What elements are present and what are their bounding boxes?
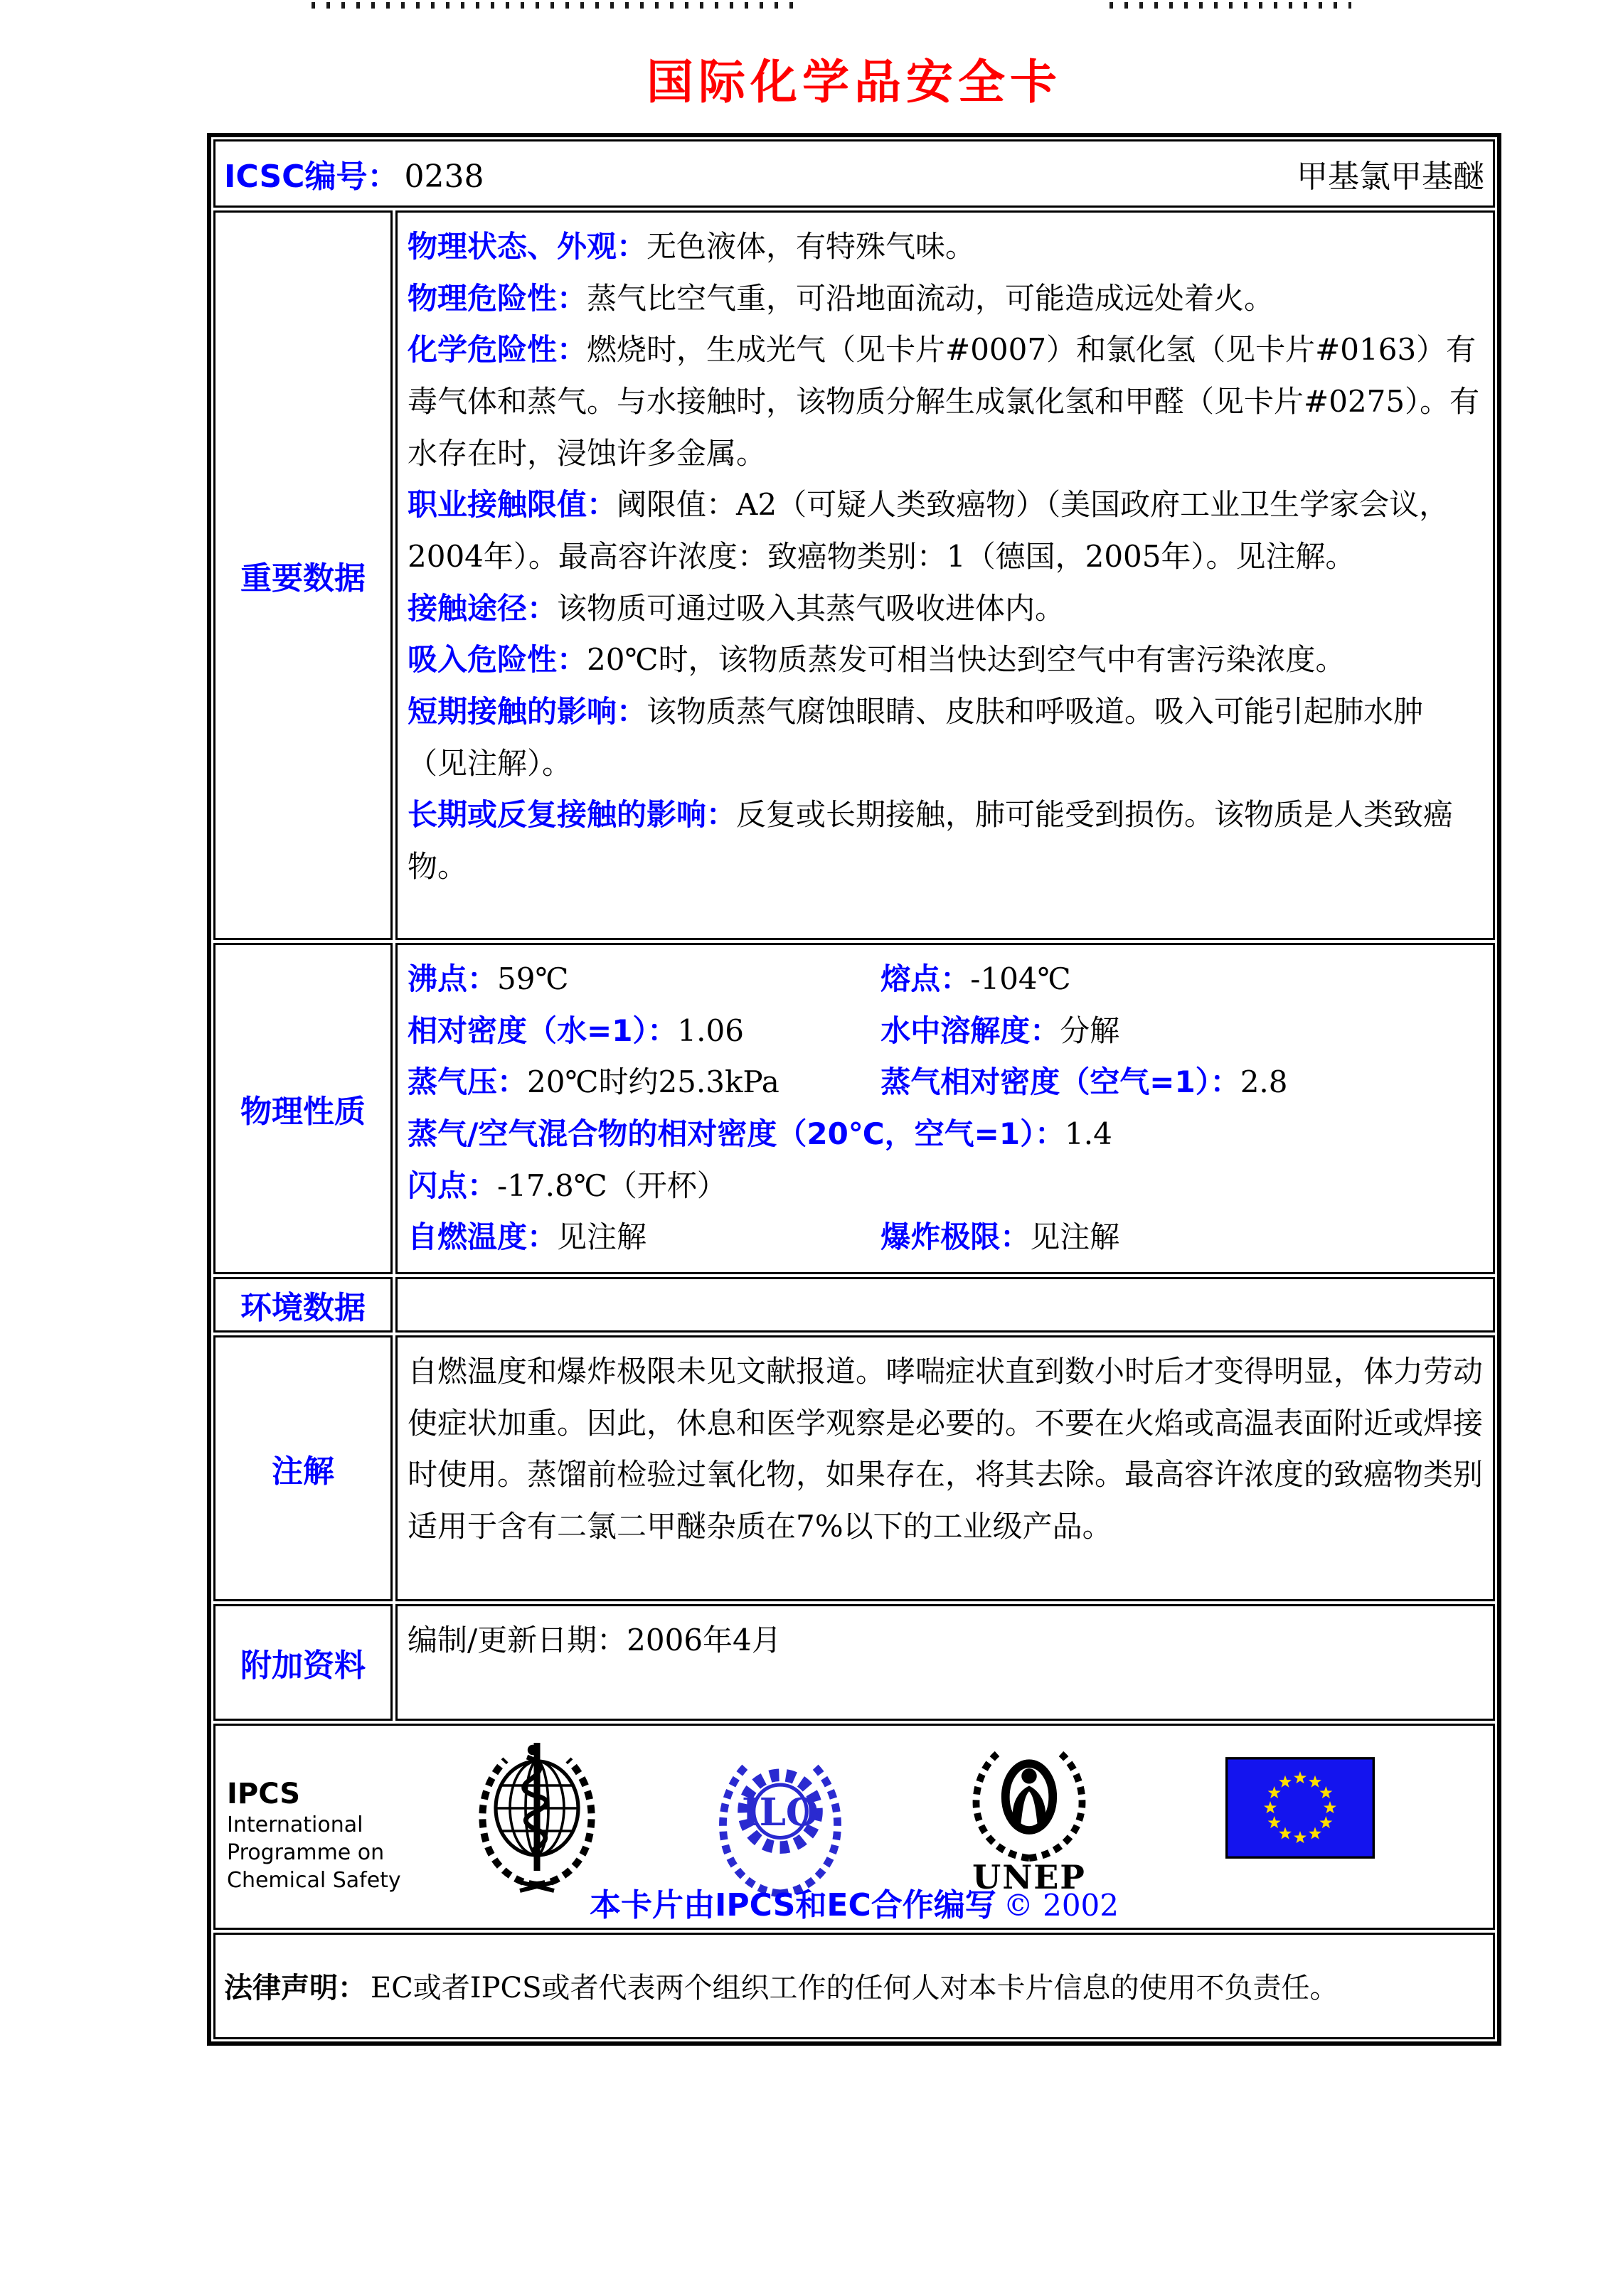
- field-label: 相对密度（水=1）：: [408, 1013, 678, 1048]
- property-left: [408, 1109, 1483, 1160]
- field-value: 见注解: [557, 1219, 647, 1255]
- section-label-additional-info: 附加资料: [213, 1604, 393, 1721]
- field-value: -17.8℃（开杯）: [497, 1168, 727, 1203]
- copyright-text: © 2002: [1003, 1887, 1119, 1923]
- section-content-important-data: [395, 210, 1495, 940]
- safety-card-table: [207, 133, 1501, 2046]
- unep-logo-icon: [959, 1739, 1099, 1864]
- section-content-additional-info: 编制/更新日期：2006年4月: [395, 1604, 1495, 1721]
- section-label-physical-properties: 物理性质: [213, 943, 393, 1274]
- ipcs-line: Programme on: [227, 1840, 385, 1865]
- field-label: 熔点：: [880, 961, 971, 996]
- physical-property-row: [408, 1005, 1483, 1057]
- physical-property-row: [408, 1212, 1483, 1264]
- legal-label: 法律声明：: [224, 1972, 366, 2005]
- field-label: 化学危险性：: [408, 332, 587, 368]
- field-value: 2.8: [1240, 1064, 1288, 1100]
- unep-logo-block: [959, 1739, 1099, 1894]
- field-value: 20℃时约25.3kPa: [527, 1064, 779, 1100]
- field-label: 物理状态、外观：: [408, 229, 647, 264]
- field-label: 自燃温度：: [408, 1219, 558, 1255]
- field-label: 短期接触的影响：: [408, 693, 647, 729]
- field-value: 该物质可通过吸入其蒸气吸收进体内。: [557, 590, 1065, 626]
- ipcs-text-block: [227, 1777, 401, 1894]
- caption-text: 本卡片由IPCS和EC合作编写: [589, 1886, 996, 1923]
- field-value: -104℃: [970, 961, 1071, 996]
- field-value: 59℃: [497, 961, 569, 996]
- field-label: 爆炸极限：: [880, 1219, 1031, 1255]
- page-title: 国际化学品安全卡: [646, 54, 1062, 110]
- field-value: 阈限值：A2（可疑人类致癌物）（美国政府工业卫生学家会议，2004年）。最高容许浓度：致癌物类别：1（德国，2005年）。见注解。: [408, 487, 1449, 574]
- section-label-important-data: 重要数据: [213, 210, 393, 940]
- icsc-number-value: 0238: [404, 159, 484, 195]
- field-label: 闪点：: [408, 1168, 498, 1203]
- field-label: 长期或反复接触的影响：: [408, 797, 737, 833]
- icsc-number-group: [224, 151, 484, 196]
- clipped-text-fragments: [312, 2, 802, 9]
- field-value: 20℃时，该物质蒸发可相当快达到空气中有害污染浓度。: [587, 642, 1346, 678]
- section-content-environmental-data: [395, 1277, 1495, 1333]
- ipcs-line: Chemical Safety: [227, 1867, 401, 1893]
- property-left: [408, 1212, 880, 1264]
- property-right: [880, 1005, 1483, 1057]
- field-value: 1.06: [677, 1013, 744, 1048]
- field-label: 蒸气相对密度（空气=1）：: [880, 1064, 1240, 1100]
- field-label: 水中溶解度：: [880, 1013, 1060, 1048]
- important-data-item: [408, 229, 1479, 884]
- field-label: 蒸气/空气混合物的相对密度（20℃，空气=1）：: [408, 1116, 1065, 1151]
- field-value: 该物质蒸气腐蚀眼睛、皮肤和呼吸道。吸入可能引起肺水肿（见注解）。: [408, 693, 1424, 781]
- physical-property-row: [408, 1109, 1483, 1160]
- field-label: 沸点：: [408, 961, 498, 996]
- field-label: 接触途径：: [408, 590, 558, 626]
- section-content-notes: 自燃温度和爆炸极限未见文献报道。哮喘症状直到数小时后才变得明显，体力劳动使症状加重。因此，休息和医学观察是必要的。不要在火焰或高温表面附近或焊接时使用。蒸馏前检验过氧化物，如果存在，将其去除。最高容许浓度的致癌物类别适用于含有二氯二甲醚杂质在7%以下的工业级产品。: [395, 1335, 1495, 1601]
- ilo-logo-icon: [711, 1744, 850, 1898]
- legal-text: EC或者IPCS或者代表两个组织工作的任何人对本卡片信息的使用不负责任。: [371, 1972, 1339, 2005]
- field-label: 职业接触限值：: [408, 487, 617, 523]
- clipped-text-fragments: [1110, 2, 1351, 9]
- section-label-notes: 注解: [213, 1335, 393, 1601]
- legal-statement-row: [213, 1933, 1495, 2039]
- property-right: [880, 954, 1483, 1005]
- section-content-physical-properties: [395, 943, 1495, 1274]
- unep-wordmark: UNEP: [972, 1857, 1086, 1896]
- field-label: 蒸气压：: [408, 1064, 528, 1100]
- field-value: 燃烧时，生成光气（见卡片#0007）和氯化氢（见卡片#0163）有毒气体和蒸气。与水接触时，该物质分解生成氯化氢和甲醛（见卡片#0275）。有水存在时，浸蚀许多金属。: [408, 332, 1480, 471]
- field-value: 见注解: [1030, 1219, 1120, 1255]
- field-value: 反复或长期接触，肺可能受到损伤。该物质是人类致癌物。: [408, 797, 1454, 884]
- physical-property-row: [408, 1160, 1483, 1212]
- field-label: 物理危险性：: [408, 280, 587, 316]
- field-value: 蒸气比空气重，可沿地面流动，可能造成远处着火。: [587, 280, 1275, 316]
- field-value: 无色液体，有特殊气味。: [646, 229, 976, 264]
- footer-logos-row: [213, 1724, 1495, 1930]
- physical-property-row: [408, 1057, 1483, 1109]
- property-left: [408, 1057, 880, 1109]
- property-right: [880, 1212, 1483, 1264]
- who-logo-icon: [466, 1734, 608, 1902]
- field-value: 1.4: [1065, 1116, 1112, 1151]
- section-label-environmental-data: 环境数据: [213, 1277, 393, 1333]
- ilo-wordmark: ILO: [741, 1790, 819, 1835]
- property-left: [408, 1160, 1483, 1212]
- property-left: [408, 954, 880, 1005]
- field-label: 吸入危险性：: [408, 642, 587, 678]
- ipcs-line: International: [227, 1812, 363, 1837]
- property-right: [880, 1057, 1483, 1109]
- physical-property-row: [408, 954, 1483, 1005]
- field-value: 分解: [1060, 1013, 1120, 1048]
- ipcs-acronym: IPCS: [227, 1777, 301, 1810]
- property-left: [408, 1005, 880, 1057]
- chemical-name: 甲基氯甲基醚: [1297, 159, 1484, 195]
- footer-caption: [215, 1879, 1493, 1925]
- icsc-number-label: ICSC编号：: [224, 159, 399, 195]
- eu-flag-icon: [1225, 1757, 1375, 1859]
- card-header-row: [213, 139, 1495, 208]
